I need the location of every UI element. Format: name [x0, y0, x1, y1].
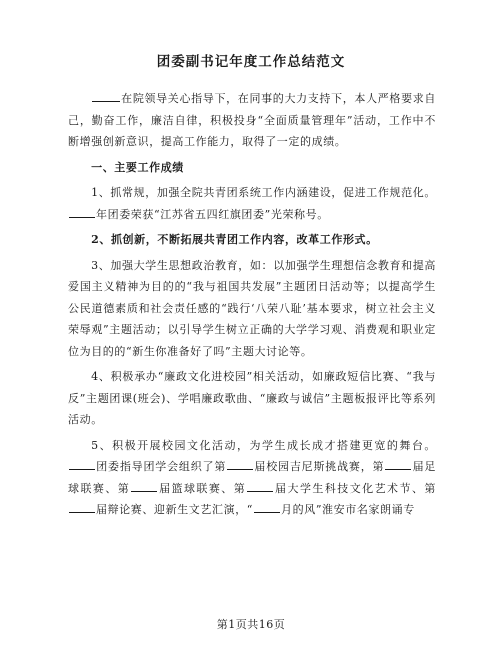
document-body [68, 88, 436, 521]
paragraph-intro: 在院领导关心指导下，在同事的大力支持下，本人严格要求自己，勤奋工作，廉洁自律，积极投身“全面质量管理年”活动，工作中不断增强创新意识，提高工作能力，取得了一定的成绩。 [68, 92, 436, 148]
fill-blank [92, 91, 120, 102]
section-heading-main-achievements: 一、主要工作成绩 [91, 160, 184, 174]
fill-blank [254, 502, 280, 513]
fill-blank [131, 481, 157, 492]
paragraph-item-2: 2、抓创新，不断拓展共青团工作内容，改革工作形式。 [91, 233, 378, 246]
fill-blank [69, 459, 95, 470]
fill-blank [69, 502, 95, 513]
page-footer: 第1页共16页 [216, 618, 286, 631]
fill-blank [247, 481, 273, 492]
paragraph-item-4: 4、积极承办“廉政文化进校园”相关活动，如廉政短信比赛、“我与反”主题团课(班会)、学唱廉政歌曲、“廉政与诚信”主题板报评比等系列活动。 [68, 370, 436, 426]
paragraph-item-5: 5、积极开展校园文化活动，为学生成长成才搭建更宽的舞台。团委指导团学会组织了第 届校园吉尼斯挑战赛，第 届足球联赛、第 届篮球联赛、第 届大学生科技文化艺术节、第届辩论赛、迎新生文艺汇演，“ 月的风”淮安市名家朗诵专 [68, 438, 437, 516]
fill-blank [69, 207, 95, 218]
fill-blank [385, 459, 411, 470]
paragraph-item-3: 3、加强大学生思想政治教育，如：以加强学生理想信念教育和提高爱国主义精神为目的的“我与祖国共发展”主题团日活动等；以提高学生公民道德素质和社会责任感的“践行‘八荣八耻’基本要求，树立社会主义荣辱观”主题活动；以引导学生树立正确的大学学习观、消费观和职业定位为目的的“新生你准备好了吗”主题大讨论等。 [68, 258, 436, 358]
fill-blank [227, 459, 253, 470]
document-title: 团委副书记年度工作总结范文 [156, 54, 346, 70]
paragraph-item-1: 1、抓常规，加强全院共青团系统工作内涵建设，促进工作规范化。年团委荣获“江苏省五四红旗团委”光荣称号。 [68, 182, 436, 225]
